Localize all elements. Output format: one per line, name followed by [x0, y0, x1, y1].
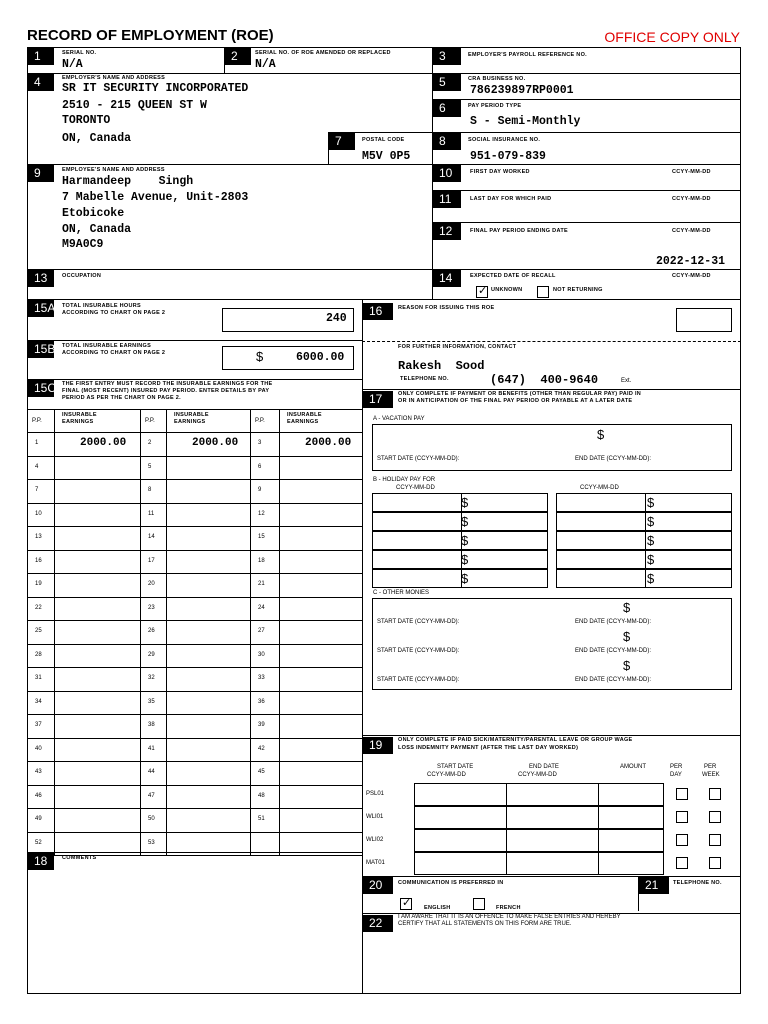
col-perday-1: PER: [670, 764, 683, 770]
earnings-header-2: EARNINGS: [174, 419, 206, 425]
unknown-label: UNKNOWN: [491, 287, 523, 293]
pay-period-number: 34: [35, 698, 42, 705]
pay-period-number: 8: [148, 487, 152, 493]
pay-period-number: 6: [258, 463, 262, 470]
pay-period-number: 14: [148, 534, 155, 540]
dollar-sign: $: [256, 349, 264, 364]
pay-period-number: 48: [258, 792, 265, 799]
table-row-rule: [27, 785, 362, 786]
b17-label-2: OR IN ANTICIPATION OF THE FINAL PAY PERIOD OR PAYABLE AT A LATER DATE: [398, 398, 633, 404]
employer-name: SR IT SECURITY INCORPORATED: [62, 82, 249, 95]
earnings-header-1: INSURABLE: [174, 412, 209, 418]
pp-header: P.P.: [145, 418, 155, 424]
employee-city: Etobicoke: [62, 207, 125, 220]
pay-period-number: 37: [35, 722, 42, 728]
reason-code-field[interactable]: [676, 308, 732, 332]
insurable-earnings-cell[interactable]: 2000.00: [192, 437, 239, 449]
final-period-label: FINAL PAY PERIOD ENDING DATE: [470, 228, 568, 234]
table-row-rule: [27, 597, 362, 598]
leave-col-rule: [506, 852, 507, 875]
table-instr-1: THE FIRST ENTRY MUST RECORD THE INSURABLE EARNINGS FOR THE: [62, 381, 273, 387]
pay-period-number: 45: [258, 769, 265, 775]
pay-period-number: 4: [35, 463, 39, 470]
pay-period-number: 13: [35, 534, 42, 540]
holiday-divider: [645, 513, 646, 530]
pay-period-number: 33: [258, 675, 265, 681]
dollar-sign: $: [647, 495, 655, 510]
cra-business-value: 786239897RP0001: [470, 84, 574, 97]
per-day-checkbox[interactable]: [676, 834, 688, 846]
earnings-label-1: TOTAL INSURABLE EARNINGS: [62, 343, 152, 349]
box-15a-number: 15A: [28, 300, 54, 317]
pp-header: P.P.: [255, 418, 265, 424]
leave-col-rule: [598, 829, 599, 852]
employer-city: TORONTO: [62, 114, 111, 127]
pay-period-number: 10: [35, 510, 42, 517]
earnings-header-2: EARNINGS: [62, 419, 94, 425]
holiday-divider: [645, 551, 646, 568]
employer-name-label: EMPLOYER'S NAME AND ADDRESS: [62, 75, 166, 81]
final-period-value: 2022-12-31: [656, 255, 726, 268]
dollar-sign: $: [623, 600, 631, 615]
holiday-pay-row[interactable]: [372, 550, 548, 569]
leave-col-rule: [506, 829, 507, 852]
box-21-number: 21: [639, 877, 669, 894]
pay-period-number: 39: [258, 722, 265, 728]
col-amount: AMOUNT: [620, 764, 646, 770]
french-label: FRENCH: [496, 905, 521, 911]
pay-period-number: 44: [148, 769, 155, 775]
table-col-rule: [279, 409, 280, 855]
per-week-checkbox[interactable]: [709, 857, 721, 869]
pay-period-number: 32: [148, 675, 155, 681]
col-end-fmt: CCYY-MM-DD: [518, 772, 557, 778]
col-perweek-1: PER: [704, 764, 717, 770]
pay-period-number: 7: [35, 487, 39, 493]
leave-row-code: WLI02: [366, 837, 384, 843]
ext-label: Ext.: [621, 378, 632, 384]
holiday-pay-row[interactable]: [556, 493, 732, 512]
telephone-21-label: TELEPHONE NO.: [673, 880, 722, 886]
b17-label-1: ONLY COMPLETE IF PAYMENT OR BENEFITS (OTHER THAN REGULAR PAY) PAID IN: [398, 391, 642, 397]
leave-col-rule: [598, 852, 599, 875]
other-monies-label: C - OTHER MONIES: [373, 590, 430, 596]
not-returning-label: NOT RETURNING: [553, 287, 603, 293]
pay-period-number: 25: [35, 628, 42, 634]
pay-period-number: 17: [148, 557, 155, 564]
table-row-rule: [27, 479, 362, 480]
employer-province: ON, Canada: [62, 132, 132, 145]
holiday-divider: [461, 551, 462, 568]
box-3-number: 3: [433, 48, 461, 65]
pay-period-number: 22: [35, 604, 42, 611]
b19-label-1: ONLY COMPLETE IF PAID SICK/MATERNITY/PARENTAL LEAVE OR GROUP WAGE: [398, 737, 633, 743]
box-13-number: 13: [28, 270, 54, 287]
table-row-rule: [27, 573, 362, 574]
comments-rule: [27, 852, 362, 853]
table-row-rule: [27, 808, 362, 809]
table-row-rule: [27, 550, 362, 551]
hours-label-1: TOTAL INSURABLE HOURS: [62, 303, 142, 309]
sin-value: 951-079-839: [470, 150, 546, 163]
page-title: RECORD OF EMPLOYMENT (ROE): [27, 27, 274, 44]
pay-period-number: 42: [258, 745, 265, 752]
amended-serial-value: N/A: [255, 58, 276, 71]
employee-street: 7 Mabelle Avenue, Unit-2803: [62, 191, 249, 204]
vacation-dollar: $: [597, 427, 605, 442]
insurable-hours-value: 240: [326, 312, 347, 325]
col-start-fmt: CCYY-MM-DD: [427, 772, 466, 778]
leave-col-rule: [598, 806, 599, 829]
first-day-label: FIRST DAY WORKED: [470, 169, 530, 175]
dollar-sign: $: [647, 571, 655, 586]
comments-label: COMMENTS: [62, 855, 97, 861]
postal-code-value: M5V 0P5: [362, 150, 411, 163]
table-row-rule: [27, 526, 362, 527]
leave-col-rule: [506, 806, 507, 829]
holiday-fmt-left: CCYY-MM-DD: [396, 485, 435, 491]
box-14-number: 14: [433, 270, 461, 287]
pay-period-number: 29: [148, 651, 155, 658]
communication-label: COMMUNICATION IS PREFERRED IN: [398, 880, 504, 886]
box-7-number: 7: [329, 133, 355, 150]
holiday-fmt-right: CCYY-MM-DD: [580, 485, 619, 491]
occupation-label: OCCUPATION: [62, 273, 102, 279]
not-returning-checkbox[interactable]: [537, 286, 549, 298]
telephone-label: TELEPHONE NO.: [400, 376, 449, 382]
pay-period-number: 41: [148, 745, 155, 752]
leave-col-rule: [598, 783, 599, 806]
pay-period-number: 49: [35, 816, 42, 822]
pay-period-label: PAY PERIOD TYPE: [468, 103, 522, 109]
vacation-pay-label: A - VACATION PAY: [373, 416, 425, 422]
dollar-sign: $: [461, 514, 469, 529]
dollar-sign: $: [461, 533, 469, 548]
dollar-sign: $: [647, 514, 655, 529]
pay-period-number: 21: [258, 581, 265, 587]
earnings-header-1: INSURABLE: [287, 412, 322, 418]
pay-period-number: 50: [148, 816, 155, 822]
box-15b-number: 15B: [28, 341, 54, 358]
holiday-pay-row[interactable]: [372, 493, 548, 512]
pay-period-number: 16: [35, 557, 42, 564]
table-col-rule: [54, 409, 55, 855]
earnings-header-2: EARNINGS: [287, 419, 319, 425]
table-row-rule: [27, 503, 362, 504]
pay-period-number: 9: [258, 487, 262, 493]
french-checkbox[interactable]: [473, 898, 485, 910]
box-9-number: 9: [28, 165, 54, 182]
per-week-checkbox[interactable]: [709, 811, 721, 823]
leave-row-fields[interactable]: [414, 806, 664, 829]
box-18-number: 18: [28, 853, 54, 870]
per-week-checkbox[interactable]: [709, 788, 721, 800]
table-row-rule: [27, 691, 362, 692]
holiday-divider: [645, 494, 646, 511]
pay-period-number: 47: [148, 792, 155, 799]
leave-row-fields[interactable]: [414, 829, 664, 852]
pay-period-number: 12: [258, 510, 265, 517]
earnings-header-1: INSURABLE: [62, 412, 97, 418]
english-label: ENGLISH: [424, 905, 451, 911]
pay-period-number: 5: [148, 463, 152, 470]
box-10-number: 10: [433, 165, 461, 182]
box-16-number: 16: [363, 303, 393, 320]
last-day-label: LAST DAY FOR WHICH PAID: [470, 196, 552, 202]
table-top-rule: [27, 409, 362, 410]
per-week-checkbox[interactable]: [709, 834, 721, 846]
certify-label-1: I AM AWARE THAT IT IS AN OFFENCE TO MAKE FALSE ENTRIES AND HEREBY: [398, 914, 621, 920]
box-17-number: 17: [363, 391, 393, 408]
holiday-pay-label: B - HOLIDAY PAY FOR: [373, 477, 436, 483]
final-period-format: CCYY-MM-DD: [672, 228, 711, 234]
other-start-label: START DATE (CCYY-MM-DD):: [377, 648, 460, 654]
holiday-pay-row[interactable]: [556, 550, 732, 569]
earnings-label-2: ACCORDING TO CHART ON PAGE 2: [62, 350, 166, 356]
pay-period-number: 43: [35, 769, 42, 775]
holiday-divider: [461, 513, 462, 530]
unknown-checkbox[interactable]: [476, 286, 488, 298]
col-perweek-2: WEEK: [702, 772, 720, 778]
dollar-sign: $: [623, 629, 631, 644]
leave-row-code: PSL01: [366, 791, 385, 797]
dollar-sign: $: [647, 552, 655, 567]
pay-period-number: 3: [258, 440, 262, 446]
other-end-label: END DATE (CCYY-MM-DD):: [575, 648, 651, 654]
leave-row-code: MAT01: [366, 860, 385, 866]
holiday-pay-row[interactable]: [372, 569, 548, 588]
box-11-number: 11: [433, 191, 461, 208]
holiday-divider: [461, 494, 462, 511]
leave-row-fields[interactable]: [414, 783, 664, 806]
reason-label: REASON FOR ISSUING THIS ROE: [398, 305, 495, 311]
pay-period-number: 26: [148, 628, 155, 634]
recall-format: CCYY-MM-DD: [672, 273, 711, 279]
pay-period-number: 46: [35, 792, 42, 799]
box-1-number: 1: [28, 48, 54, 65]
pay-period-number: 52: [35, 839, 42, 846]
pay-period-number: 19: [35, 581, 42, 587]
check-icon: ✓: [402, 897, 412, 909]
dollar-sign: $: [647, 533, 655, 548]
pay-period-number: 18: [258, 557, 265, 564]
other-end-label: END DATE (CCYY-MM-DD):: [575, 619, 651, 625]
contact-name: Rakesh Sood: [398, 359, 485, 373]
other-start-label: START DATE (CCYY-MM-DD):: [377, 619, 460, 625]
pay-period-number: 36: [258, 698, 265, 705]
table-row-rule: [27, 738, 362, 739]
holiday-pay-row[interactable]: [556, 569, 732, 588]
b19-label-2: LOSS INDEMNITY PAYMENT (AFTER THE LAST DAY WORKED): [398, 745, 579, 751]
holiday-divider: [645, 570, 646, 587]
employee-name: Harmandeep Singh: [62, 175, 194, 188]
pay-period-number: 23: [148, 604, 155, 611]
pay-period-value: S - Semi-Monthly: [470, 115, 581, 128]
holiday-pay-row[interactable]: [556, 531, 732, 550]
english-checkbox[interactable]: [400, 898, 412, 910]
box-20-number: 20: [363, 877, 393, 894]
pay-period-number: 24: [258, 604, 265, 611]
table-instr-2: FINAL (MOST RECENT) INSURED PAY PERIOD. ENTER DETAILS BY PAY: [62, 388, 270, 394]
leave-col-rule: [506, 783, 507, 806]
col-start-date: START DATE: [437, 764, 474, 770]
table-row-rule: [27, 644, 362, 645]
other-start-label: START DATE (CCYY-MM-DD):: [377, 677, 460, 683]
holiday-pay-row[interactable]: [556, 512, 732, 531]
dollar-sign: $: [461, 495, 469, 510]
contact-telephone: (647) 400-9640: [490, 373, 599, 387]
last-day-format: CCYY-MM-DD: [672, 196, 711, 202]
first-day-format: CCYY-MM-DD: [672, 169, 711, 175]
table-col-rule: [250, 409, 251, 855]
table-row-rule: [27, 714, 362, 715]
employee-name-label: EMPLOYEE'S NAME AND ADDRESS: [62, 167, 165, 173]
pay-period-number: 31: [35, 675, 42, 681]
employer-street: 2510 - 215 QUEEN ST W: [62, 99, 207, 112]
cra-business-label: CRA BUSINESS NO.: [468, 76, 526, 82]
table-col-rule: [140, 409, 141, 855]
table-instr-3: PERIOD AS PER THE CHART ON PAGE 2.: [62, 395, 181, 401]
col-perday-2: DAY: [670, 772, 682, 778]
postal-code-label: POSTAL CODE: [362, 137, 405, 143]
table-row-rule: [27, 832, 362, 833]
vacation-end-label: END DATE (CCYY-MM-DD):: [575, 456, 651, 462]
table-row-rule: [27, 620, 362, 621]
pay-period-number: 38: [148, 722, 155, 728]
pay-period-number: 1: [35, 440, 39, 446]
holiday-divider: [461, 532, 462, 549]
pay-period-number: 28: [35, 651, 42, 658]
col-end-date: END DATE: [529, 764, 559, 770]
pay-period-number: 30: [258, 651, 265, 658]
serial-no-label: SERIAL NO.: [62, 50, 97, 56]
pp-header: P.P.: [32, 418, 42, 424]
box-8-number: 8: [433, 133, 461, 150]
certify-label-2: CERTIFY THAT ALL STATEMENTS ON THIS FORM ARE TRUE.: [398, 921, 572, 927]
table-col-rule: [166, 409, 167, 855]
pay-period-number: 53: [148, 839, 155, 846]
leave-row-code: WLI01: [366, 814, 384, 820]
leave-row-fields[interactable]: [414, 852, 664, 875]
per-day-checkbox[interactable]: [676, 811, 688, 823]
insurable-earnings-cell[interactable]: 2000.00: [305, 437, 352, 449]
table-row-rule: [27, 761, 362, 762]
serial-no-value: N/A: [62, 58, 83, 71]
vacation-pay-box: [372, 424, 732, 471]
pay-period-number: 15: [258, 534, 265, 540]
pay-period-number: 51: [258, 816, 265, 822]
holiday-pay-row[interactable]: [372, 531, 548, 550]
sin-label: SOCIAL INSURANCE NO.: [468, 137, 541, 143]
per-day-checkbox[interactable]: [676, 857, 688, 869]
hours-label-2: ACCORDING TO CHART ON PAGE 2: [62, 310, 166, 316]
pay-period-number: 2: [148, 440, 152, 446]
holiday-divider: [461, 570, 462, 587]
check-icon: ✓: [478, 285, 488, 297]
box-22-number: 22: [363, 915, 393, 932]
insurable-earnings-cell[interactable]: 2000.00: [80, 437, 127, 449]
recall-label: EXPECTED DATE OF RECALL: [470, 273, 556, 279]
pay-period-number: 20: [148, 581, 155, 587]
box-5-number: 5: [433, 74, 461, 91]
vacation-start-label: START DATE (CCYY-MM-DD):: [377, 456, 460, 462]
box-19-number: 19: [363, 737, 393, 754]
employee-province: ON, Canada: [62, 223, 132, 236]
office-copy-label: OFFICE COPY ONLY: [604, 29, 740, 45]
box-6-number: 6: [433, 100, 461, 117]
box-12-number: 12: [433, 223, 461, 240]
payroll-ref-label: EMPLOYER'S PAYROLL REFERENCE NO.: [468, 52, 587, 58]
box-15c-number: 15C: [28, 380, 54, 397]
other-end-label: END DATE (CCYY-MM-DD):: [575, 677, 651, 683]
box-4-number: 4: [28, 74, 54, 91]
pay-period-number: 11: [148, 510, 155, 517]
box-2-number: 2: [225, 48, 251, 65]
amended-serial-label: SERIAL NO. OF ROE AMENDED OR REPLACED: [255, 50, 391, 56]
table-row-rule: [27, 667, 362, 668]
employee-postal: M9A0C9: [62, 238, 104, 251]
pay-period-number: 35: [148, 698, 155, 705]
holiday-pay-row[interactable]: [372, 512, 548, 531]
pay-period-number: 27: [258, 628, 265, 634]
table-row-rule: [27, 456, 362, 457]
pay-period-number: 40: [35, 745, 42, 752]
insurable-earnings-value: 6000.00: [296, 351, 345, 364]
dollar-sign: $: [461, 571, 469, 586]
holiday-divider: [645, 532, 646, 549]
per-day-checkbox[interactable]: [676, 788, 688, 800]
dollar-sign: $: [623, 658, 631, 673]
table-row-rule: [27, 432, 362, 433]
dollar-sign: $: [461, 552, 469, 567]
contact-label: FOR FURTHER INFORMATION, CONTACT: [398, 344, 517, 350]
